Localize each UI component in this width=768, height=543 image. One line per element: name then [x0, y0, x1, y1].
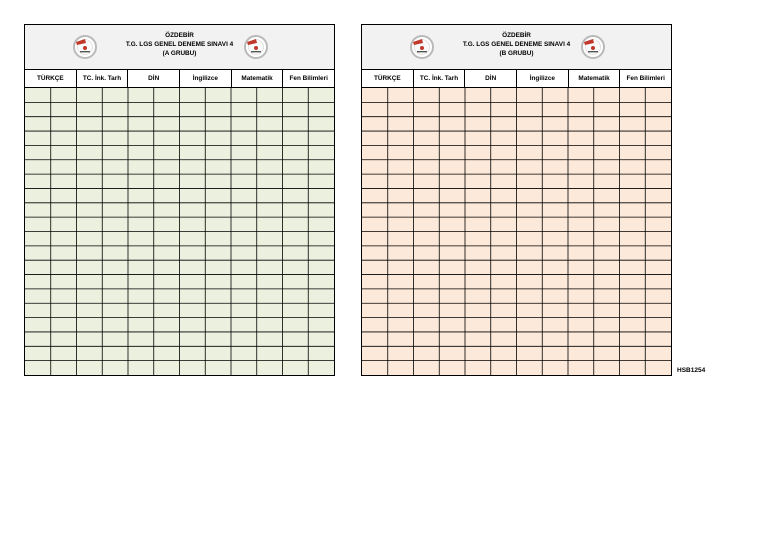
column-header-ingilizce: İngilizce: [180, 70, 232, 87]
sheet-group: (B GRUBU): [499, 50, 534, 57]
sheet-header: [25, 25, 334, 70]
column-header-din: DİN: [465, 70, 517, 87]
column-header-ingilizce: İngilizce: [517, 70, 569, 87]
header-text: [25, 31, 334, 58]
column-header-fen-bilimleri: Fen Bilimleri: [289, 75, 328, 82]
header-text: [362, 31, 671, 58]
answer-grid: [362, 88, 671, 375]
ozdebir-logo-icon: [244, 35, 268, 59]
column-header-tc-ink-tarh: TC. İnk. Tarh: [77, 70, 129, 87]
sheet-group: (A GRUBU): [162, 50, 197, 57]
column-headers: [25, 70, 334, 88]
ozdebir-logo-icon: [581, 35, 605, 59]
answer-sheet-b: [361, 24, 672, 376]
sheet-title: ÖZDEBİR: [502, 32, 531, 39]
sheet-header: [362, 25, 671, 70]
answer-sheet-a: [24, 24, 335, 376]
answer-grid: [25, 88, 334, 375]
sheet-subtitle: T.G. LGS GENEL DENEME SINAVI 4: [462, 41, 571, 48]
column-header-turkce: TÜRKÇE: [362, 70, 414, 87]
document-code: HSB1254: [677, 367, 706, 374]
column-headers: [362, 70, 671, 88]
column-header-matematik: Matematik: [569, 70, 621, 87]
column-header-matematik: Matematik: [232, 70, 284, 87]
sheet-title: ÖZDEBİR: [165, 32, 194, 39]
column-header-din: DİN: [128, 70, 180, 87]
sheet-subtitle: T.G. LGS GENEL DENEME SINAVI 4: [125, 41, 234, 48]
column-header-tc-ink-tarh: TC. İnk. Tarh: [414, 70, 466, 87]
column-header-turkce: TÜRKÇE: [25, 70, 77, 87]
column-header-fen-bilimleri: Fen Bilimleri: [626, 75, 665, 82]
